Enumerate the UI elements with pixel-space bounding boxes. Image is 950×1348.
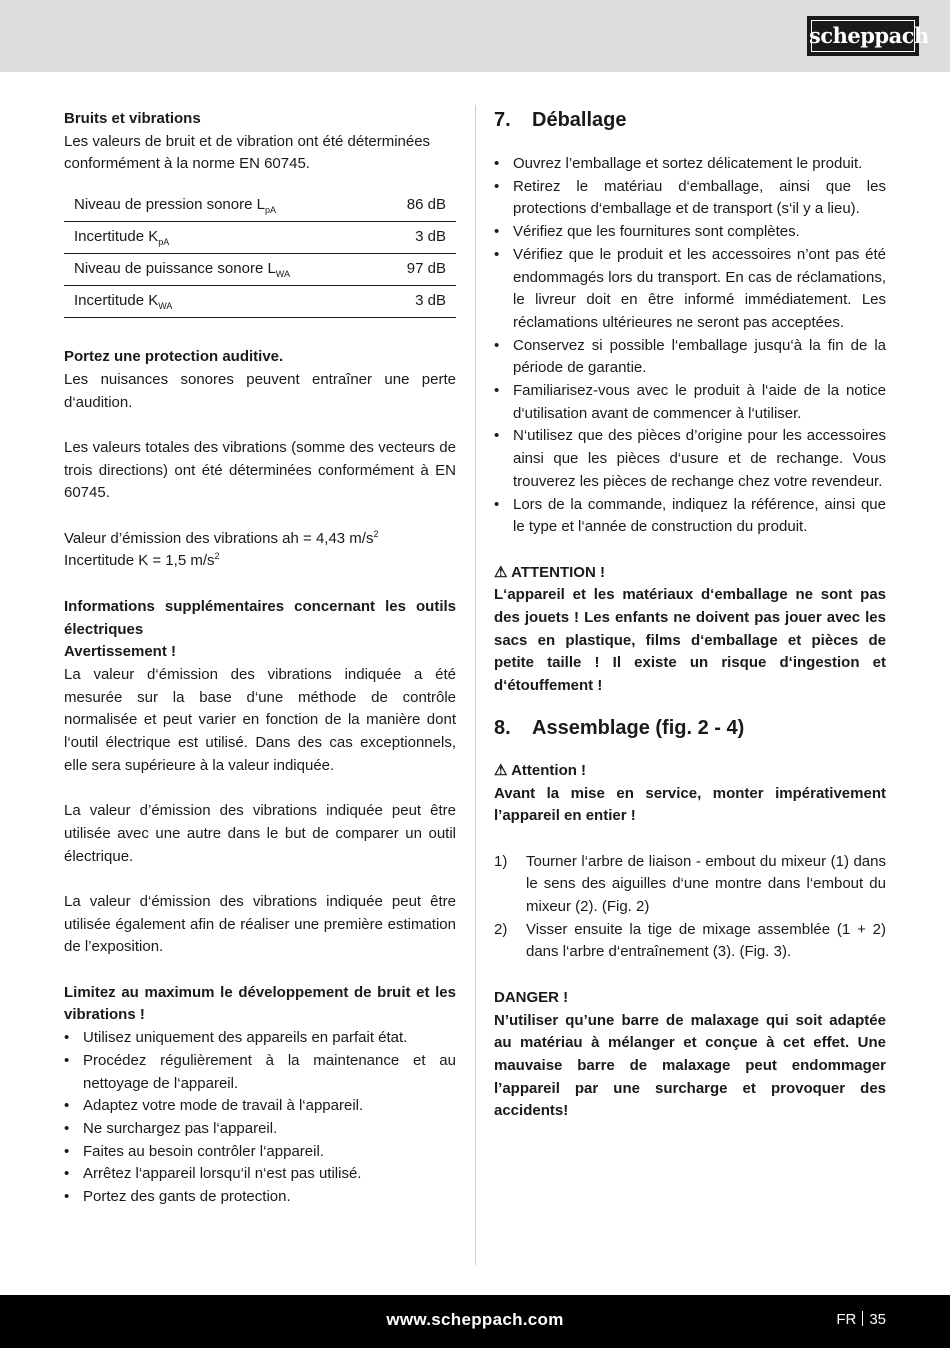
section-8-heading: 8. Assemblage (fig. 2 - 4): [494, 716, 745, 739]
noise-intro: Les valeurs de bruit et de vibration ont été déterminées conformément à la norme EN 60745.: [64, 132, 431, 173]
attention-text: Avant la mise en service, monter impérativement l’appareil en entier !: [494, 784, 886, 825]
emission-value: Valeur d’émission des vibrations ah = 4,43 $m/s^2$: [64, 528, 379, 547]
list-item: • Procédez régulièrement à la maintenance et au nettoyage de l‘appareil.: [64, 1050, 456, 1095]
estimate-text: La valeur d‘émission des vibrations indiquée peut être utilisée également afin de réaliser une première estimation de l’exposition.: [64, 892, 456, 956]
list-item: • Ne surchargez pas l‘appareil.: [64, 1118, 456, 1141]
compare-text: La valeur d’émission des vibrations indiquée peut être utilisée avec une autre dans le but de comparer un outil électrique.: [64, 802, 456, 865]
limit-title: Limitez au maximum le développement de bruit et les vibrations !: [64, 983, 456, 1024]
list-item: • Lors de la commande, indiquez la référence, ainsi que le type et l‘année de construction du produit.: [494, 494, 886, 539]
list-item: • Vérifiez que les fournitures sont complètes.: [494, 221, 886, 244]
right-column: [494, 108, 886, 1123]
list-item: • Portez des gants de protection.: [64, 1186, 456, 1209]
warning-triangle-icon: ⚠: [494, 761, 508, 779]
protection-text: Les nuisances sonores peuvent entraîner une perte d‘audition.: [64, 370, 456, 411]
protection-title: Portez une protection auditive.: [64, 348, 284, 366]
header-bar: [0, 0, 950, 72]
website-url: www.scheppach.com: [386, 1310, 564, 1329]
list-item: • Utilisez uniquement des appareils en parfait état.: [64, 1027, 456, 1050]
uncertainty-value: Incertitude K = 1,5 $m/s^2$: [64, 551, 220, 570]
assembly-steps: [494, 851, 886, 965]
footer-bar: [0, 1295, 950, 1348]
table-cell-label: Niveau de pression sonore $L_{pA}$: [64, 190, 377, 222]
table-row: [64, 222, 456, 254]
attention-heading: ⚠ ATTENTION !: [494, 563, 605, 581]
column-divider: [475, 105, 476, 1265]
danger-title: DANGER !: [494, 988, 569, 1006]
limit-list: [64, 1027, 456, 1209]
language-code: FR: [836, 1311, 857, 1328]
list-item: • Arrêtez l‘appareil lorsqu‘il n‘est pas utilisé.: [64, 1163, 456, 1186]
table-cell-label: Incertitude $K_{WA}$: [64, 286, 377, 318]
danger-text: N’utiliser qu’une barre de malaxage qui soit adaptée au matériau à mélanger et conçue à cet effet. Une mauvaise barre de malaxage peut endommager l’appareil par une surcharge et provoquer des accidents!: [494, 1011, 886, 1120]
table-cell-value: 97 dB: [377, 254, 456, 286]
list-item: • Faites au besoin contrôler l‘appareil.: [64, 1141, 456, 1164]
table-cell-value: 86 dB: [377, 190, 456, 222]
left-column: [64, 108, 456, 1209]
section-7-heading: 7. Déballage: [494, 109, 627, 131]
table-row: [64, 254, 456, 286]
warning-text: La valeur d‘émission des vibrations indiquée a été mesurée sur la base d‘une méthode de contrôle normalisée et peut varier en fonction de la manière dont l‘outil électrique est utilisé. Dans des cas exceptionnels, elle sera supérieure à la valeur indiquée.: [64, 665, 456, 774]
list-item: • Vérifiez que le produit et les accessoires n’ont pas été endommagés lors du transport. En cas de réclamations, le livreur doit en être informé immédiatement. Les réclamations ultérieures ne seront pas acceptées.: [494, 244, 886, 335]
table-cell-value: 3 dB: [377, 286, 456, 318]
list-item: • Conservez si possible l‘emballage jusqu‘à la fin de la période de garantie.: [494, 335, 886, 380]
unpacking-list: [494, 153, 886, 539]
noise-section-title: Bruits et vibrations: [64, 110, 201, 127]
attention-text: L‘appareil et les matériaux d‘emballage ne sont pas des jouets ! Les enfants ne doivent pas jouer avec les sacs en plastique, films d‘emballage et pièces de petite taille ! Il existe un risque d‘ingestion et d‘étouffement !: [494, 586, 886, 695]
warning-title: Avertissement !: [64, 643, 176, 661]
page-info: [836, 1311, 886, 1328]
vibration-total-text: Les valeurs totales des vibrations (somme des vecteurs de trois directions) ont été déterminées conformément à EN 60745.: [64, 438, 456, 502]
separator: [862, 1311, 863, 1326]
list-item: • Familiarisez-vous avec le produit à l‘aide de la notice d‘utilisation avant de commencer à l‘utiliser.: [494, 380, 886, 425]
table-cell-label: Incertitude $K_{pA}$: [64, 222, 377, 254]
list-item: 2) Visser ensuite la tige de mixage assemblée (1 + 2) dans l‘arbre d‘entraînement (3). (Fig. 3).: [494, 920, 886, 961]
info-title: Informations supplémentaires concernant les outils électriques: [64, 597, 456, 638]
warning-triangle-icon: ⚠: [494, 563, 508, 581]
list-item: • Ouvrez l’emballage et sortez délicatement le produit.: [494, 153, 886, 176]
noise-values-table: [64, 190, 456, 318]
page-number: 35: [869, 1311, 886, 1328]
table-cell-label: Niveau de puissance sonore $L_{WA}$: [64, 254, 377, 286]
list-item: • Retirez le matériau d‘emballage, ainsi que les protections d‘emballage et de transport (s‘il y a lieu).: [494, 176, 886, 221]
table-row: [64, 190, 456, 222]
scheppach-logo: [807, 16, 929, 56]
list-item: • Adaptez votre mode de travail à l‘appareil.: [64, 1095, 456, 1118]
attention-heading: ⚠ Attention !: [494, 761, 587, 779]
table-cell-value: 3 dB: [377, 222, 456, 254]
list-item: • N‘utilisez que des pièces d’origine pour les accessoires ainsi que les pièces d‘usure et de rechange. Vous trouverez les pièces de rechange chez votre revendeur.: [494, 425, 886, 493]
table-row: [64, 286, 456, 318]
list-item: 1) Tourner l‘arbre de liaison - embout du mixeur (1) dans le sens des aiguilles d‘une montre dans l‘embout du mixeur (2). (Fig. 2): [494, 852, 886, 916]
brand-name: scheppach: [809, 23, 929, 48]
